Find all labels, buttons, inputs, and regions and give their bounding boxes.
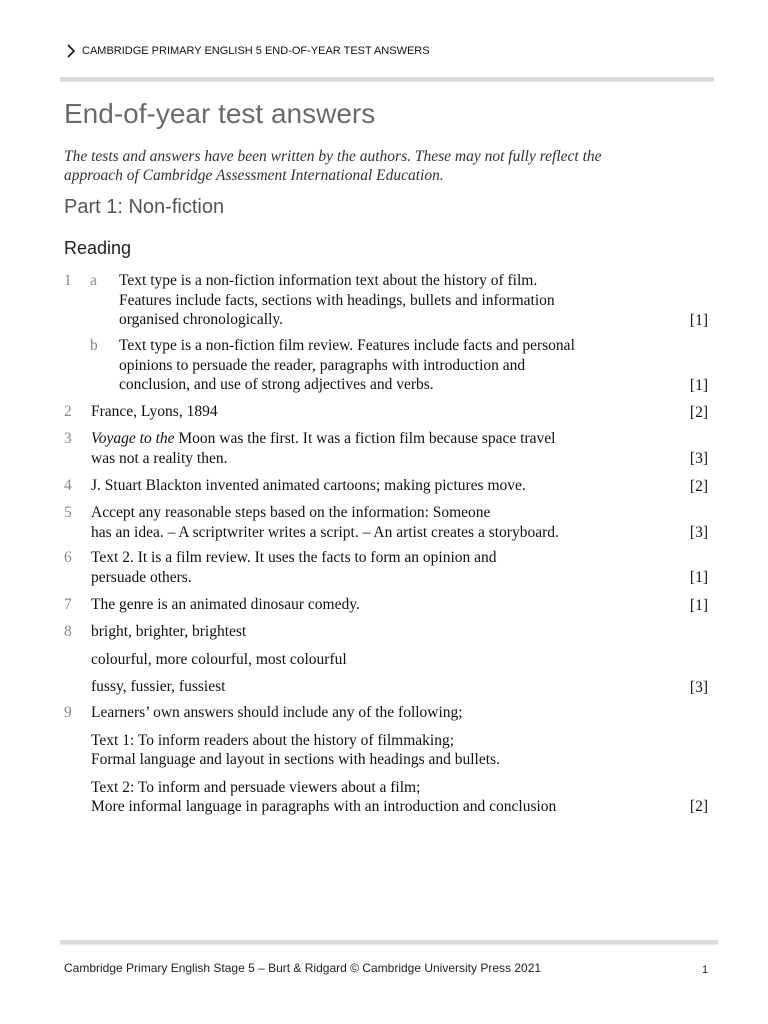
answer-8 — [64, 622, 708, 697]
question-number: 3 — [64, 430, 72, 447]
question-number: 4 — [64, 477, 72, 494]
question-number: 9 — [64, 704, 72, 721]
footer-divider — [60, 940, 718, 944]
answer-4 — [64, 476, 708, 496]
answer-text — [119, 271, 679, 330]
part-heading: Part 1: Non-fiction — [64, 196, 225, 218]
question-number: 1 — [64, 272, 72, 289]
answer-5 — [64, 503, 708, 542]
answer-text — [119, 336, 679, 395]
answer-9 — [64, 703, 708, 816]
mark: [3] — [689, 678, 708, 696]
answer-line-rest: Moon was the first. It was a fiction film because space travel — [174, 430, 556, 447]
answer-line: Text 2: To inform and persuade viewers about a film; — [91, 778, 421, 796]
answer-line: has an idea. – A scriptwriter writes a script. – An artist creates a storyboard. — [91, 523, 559, 541]
answer-line: France, Lyons, 1894 — [91, 403, 218, 420]
answer-6 — [64, 548, 708, 587]
page-title: End-of-year test answers — [64, 98, 376, 129]
question-number: 7 — [64, 596, 72, 613]
question-number: 6 — [64, 549, 72, 566]
answer-line: More informal language in paragraphs with an introduction and conclusion — [91, 798, 557, 815]
question-number: 8 — [64, 623, 72, 640]
answer-text — [91, 595, 671, 615]
mark: [1] — [689, 596, 708, 614]
answer-text — [91, 429, 671, 468]
mark: [2] — [689, 797, 708, 815]
answer-text — [91, 703, 691, 817]
question-number: 2 — [64, 403, 72, 420]
running-header — [64, 44, 430, 58]
answer-line: fussy, fussier, fussiest — [91, 678, 226, 695]
intro-note — [64, 147, 714, 185]
mark: [1] — [689, 376, 708, 394]
answer-line: conclusion, and use of strong adjectives and verbs. — [119, 376, 434, 393]
mark: [2] — [689, 477, 708, 495]
chevron-right-icon — [64, 44, 78, 58]
answer-line: persuade others. — [91, 568, 192, 586]
answer-1a — [64, 271, 708, 330]
answer-text — [91, 622, 671, 697]
answer-line: organised chronologically. — [119, 311, 283, 328]
answer-line: was not a reality then. — [91, 449, 228, 467]
answer-line: Text type is a non-fiction information text about the history of film. — [119, 272, 538, 289]
answer-line: Learners’ own answers should include any of the following; — [91, 704, 463, 721]
page-number: 1 — [702, 964, 709, 976]
mark: [3] — [689, 449, 708, 467]
answer-line: Accept any reasonable steps based on the information: Someone — [91, 504, 491, 521]
answer-line: Text 2. It is a film review. It uses the facts to form an opinion and — [91, 549, 497, 566]
running-title: CAMBRIDGE PRIMARY ENGLISH 5 END-OF-YEAR TEST ANSWERS — [82, 45, 430, 57]
mark: [1] — [689, 568, 708, 586]
intro-line: approach of Cambridge Assessment International Education. — [64, 167, 444, 184]
footer-credit: Cambridge Primary English Stage 5 – Burt & Ridgard © Cambridge University Press 2021 — [64, 961, 542, 975]
mark: [2] — [689, 403, 708, 421]
answer-7 — [64, 595, 708, 615]
answer-line: colourful, more colourful, most colourful — [91, 650, 347, 668]
header-divider — [60, 77, 714, 81]
intro-line: The tests and answers have been written by the authors. These may not fully reflect the — [64, 148, 602, 165]
answer-text — [91, 402, 671, 422]
answer-3 — [64, 429, 708, 468]
answer-line: Text 1: To inform readers about the history of filmmaking; — [91, 731, 455, 749]
answer-line: Formal language and layout in sections with headings and bullets. — [91, 751, 500, 768]
mark: [3] — [689, 523, 708, 541]
answer-line: J. Stuart Blackton invented animated cartoons; making pictures move. — [91, 477, 526, 494]
answer-line: bright, brighter, brightest — [91, 623, 247, 640]
answer-line: Features include facts, sections with headings, bullets and information — [119, 291, 555, 309]
answer-text — [91, 476, 671, 496]
section-heading: Reading — [64, 238, 132, 258]
mark: [1] — [689, 311, 708, 329]
answer-text — [91, 548, 671, 587]
question-number: 5 — [64, 504, 72, 521]
answer-line: Text type is a non-fiction film review. Features include facts and personal — [119, 337, 575, 354]
answer-line — [91, 429, 671, 449]
answer-1b — [64, 336, 708, 395]
answer-2 — [64, 402, 708, 422]
film-title: Voyage to the — [91, 430, 175, 447]
answer-line: The genre is an animated dinosaur comedy. — [91, 596, 360, 613]
answer-line: opinions to persuade the reader, paragraphs with introduction and — [119, 356, 526, 374]
answer-text — [91, 503, 671, 542]
question-letter: a — [90, 272, 97, 289]
question-letter: b — [90, 337, 98, 354]
